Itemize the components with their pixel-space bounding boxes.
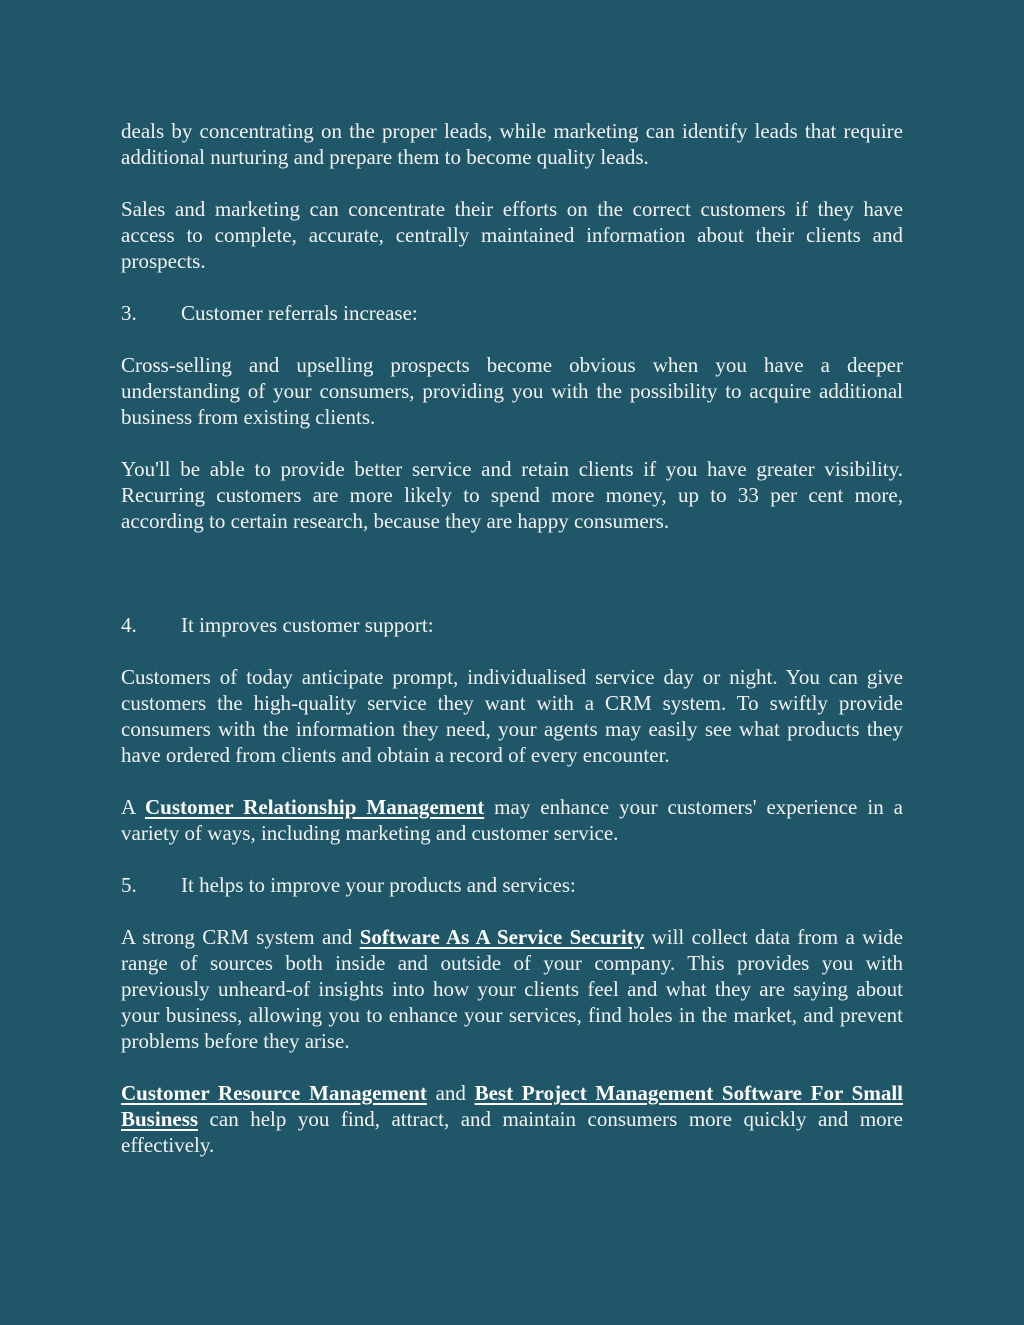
section-heading-3: [121, 300, 903, 326]
section-number: 4.: [121, 613, 137, 637]
spacer: [121, 846, 903, 872]
section-number: 5.: [121, 873, 137, 897]
paragraph-sales-marketing: Sales and marketing can concentrate their efforts on the correct customers if they have access to complete, accurate, centrally maintained information about their clients and prospects.: [121, 197, 903, 273]
document-body: [121, 118, 903, 1158]
paragraph-closing: [121, 1080, 903, 1158]
paragraph-visibility: You'll be able to provide better service and retain clients if you have greater visibility. Recurring customers are more likely to spend more money, up to 33 per cent more, according to certain research, because they are happy consumers.: [121, 457, 903, 533]
text-run: A: [121, 795, 145, 819]
section-heading-4: [121, 612, 903, 638]
paragraph-leads: deals by concentrating on the proper leads, while marketing can identify leads that require additional nurturing and prepare them to become quality leads.: [121, 119, 903, 169]
text-run: may enhance your customers' experience in a variety of ways, including marketing and customer service.: [121, 795, 903, 845]
spacer: [121, 638, 903, 664]
link-customer-relationship-management[interactable]: Customer Relationship Management: [144, 795, 485, 819]
section-title: It helps to improve your products and services:: [181, 873, 576, 897]
section-heading-5: [121, 872, 903, 898]
link-best-project-management-software[interactable]: Best Project Management Software For Small Business: [121, 1081, 903, 1131]
text-run: and: [426, 1081, 475, 1105]
link-customer-resource-management[interactable]: Customer Resource Management: [121, 1081, 427, 1105]
text-run: will collect data from a wide range of sources both inside and outside of your company. This provides you with previously unheard-of insights into how your clients feel and what they are saying about your business, allowing you to enhance your services, find holes in the market, and prevent problems before they arise.: [121, 925, 903, 1053]
paragraph-strong-crm: [121, 924, 903, 1054]
paragraph-cross-selling: Cross-selling and upselling prospects become obvious when you have a deeper understanding of your consumers, providing you with the possibility to acquire additional business from existing clients.: [121, 353, 903, 429]
text-run: can help you find, attract, and maintain consumers more quickly and more effectively.: [121, 1107, 903, 1157]
spacer: [121, 170, 903, 196]
paragraph-crm-experience: [121, 794, 903, 846]
section-title: Customer referrals increase:: [181, 301, 418, 325]
section-number: 3.: [121, 301, 137, 325]
spacer: [121, 898, 903, 924]
spacer: [121, 768, 903, 794]
spacer: [121, 326, 903, 352]
spacer: [121, 274, 903, 300]
text-run: A strong CRM system and: [121, 925, 360, 949]
paragraph-customer-support: Customers of today anticipate prompt, individualised service day or night. You can give customers the high-quality service they want with a CRM system. To swiftly provide consumers with the information they need, your agents may easily see what products they have ordered from clients and obtain a record of every encounter.: [121, 665, 903, 767]
link-software-as-a-service-security[interactable]: Software As A Service Security: [359, 925, 645, 949]
spacer: [121, 534, 903, 612]
spacer: [121, 1054, 903, 1080]
section-title: It improves customer support:: [181, 613, 434, 637]
spacer: [121, 430, 903, 456]
